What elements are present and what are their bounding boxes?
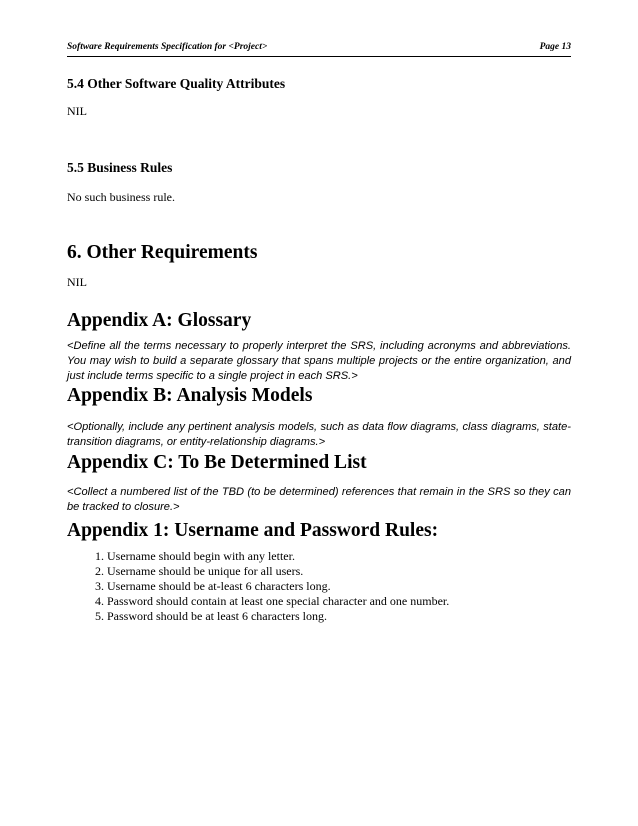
list-item: 5. Password should be at least 6 characters long. (107, 609, 571, 624)
appendix-b-body: <Optionally, include any pertinent analysis models, such as data flow diagrams, class diagrams, state-transition diagrams, or entity-relationship diagrams.> (67, 421, 571, 448)
section-5-5 (67, 160, 571, 176)
section-5-4-heading: 5.4 Other Software Quality Attributes (67, 76, 286, 91)
section-6 (67, 242, 571, 264)
section-6-heading: 6. Other Requirements (67, 242, 258, 263)
appendix-b-heading: Appendix B: Analysis Models (67, 385, 313, 406)
section-6-body: NIL (67, 275, 87, 289)
page-header (67, 40, 571, 57)
list-item: 1. Username should begin with any letter. (107, 549, 571, 564)
appendix-1-heading: Appendix 1: Username and Password Rules: (67, 520, 439, 541)
header-title: Software Requirements Specification for <Project> (67, 42, 268, 52)
appendix-a-heading: Appendix A: Glossary (67, 310, 252, 331)
section-5-5-body: No such business rule. (67, 190, 175, 204)
header-page-number: Page 13 (539, 42, 571, 52)
list-item: 4. Password should contain at least one special character and one number. (107, 594, 571, 609)
appendix-c-body: <Collect a numbered list of the TBD (to be determined) references that remain in the SRS so they can be tracked to closure.> (67, 486, 571, 513)
list-item: 2. Username should be unique for all users. (107, 564, 571, 579)
appendix-c-heading: Appendix C: To Be Determined List (67, 452, 367, 473)
section-5-4-body: NIL (67, 104, 87, 118)
section-5-4 (67, 76, 571, 92)
appendix-1 (67, 520, 571, 542)
list-item: 3. Username should be at-least 6 characters long. (107, 579, 571, 594)
appendix-c (67, 452, 571, 474)
appendix-1-list (67, 549, 571, 624)
appendix-b (67, 385, 571, 407)
rules-list (67, 549, 571, 624)
section-5-5-heading: 5.5 Business Rules (67, 160, 173, 175)
appendix-a (67, 310, 571, 332)
appendix-a-body: <Define all the terms necessary to properly interpret the SRS, including acronyms and abbreviations. You may wish to build a separate glossary that spans multiple projects or the entire organization, and just include terms specific to a single project in each SRS.> (67, 340, 571, 382)
